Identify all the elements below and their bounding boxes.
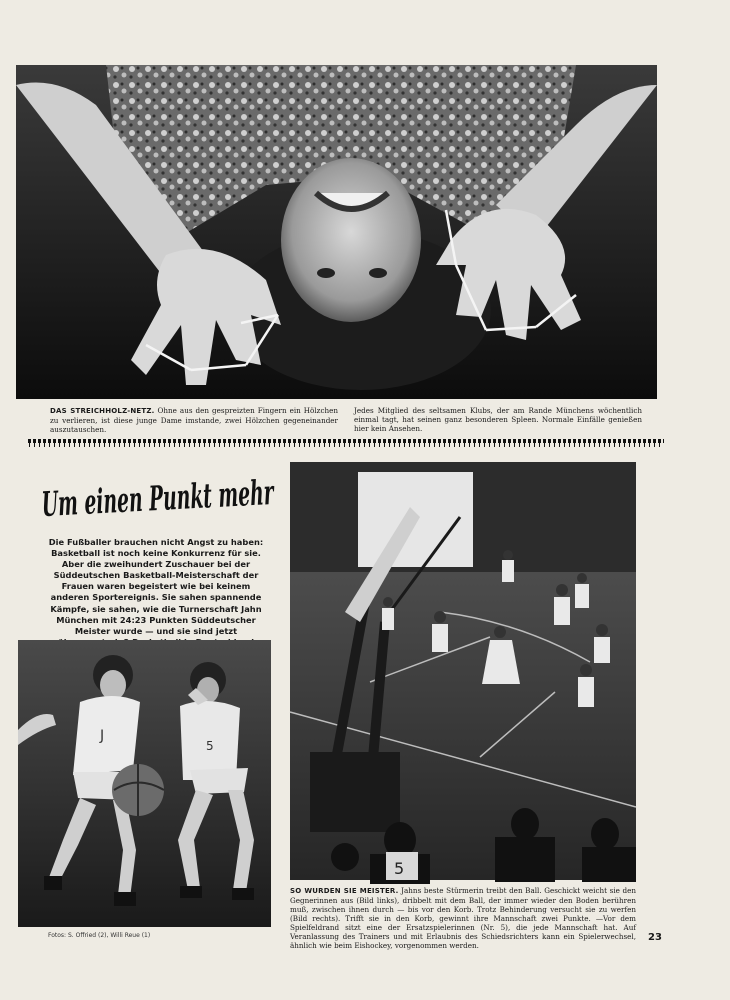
photo-credits: Fotos: S. Offried (2), Willi Reue (1) bbox=[48, 932, 151, 939]
dribbling-photo-illustration bbox=[18, 640, 271, 927]
article-intro: Die Fußballer brauchen nicht Angst zu haben: Basketball ist noch keine Konkurrenz für sie. Aber die zweihundert Zuschauer bei der Süddeutschen Basketball-Meisterschaft der Frauen waren begeistert wie bei keinem anderen Sportereignis. Sie sahen spannende Kämpfe, sie sahen, wie die Turnerschaft Jahn München mit 24:23 Punkten Süddeutscher Meister wurde — und sie sind jetzt bbox=[48, 537, 264, 636]
page-number: 23 bbox=[648, 932, 662, 943]
svg-text:5: 5 bbox=[206, 739, 214, 753]
basketball-game-photo bbox=[290, 462, 636, 880]
headline-text: Um einen Punkt mehr bbox=[40, 463, 464, 526]
decorative-divider bbox=[28, 439, 664, 447]
svg-text:J: J bbox=[100, 728, 105, 744]
matchstick-caption-title: DAS STREICHHOLZ-NETZ. bbox=[50, 407, 155, 415]
meister-caption bbox=[290, 886, 636, 950]
matchstick-caption-left bbox=[50, 406, 338, 434]
meister-caption-text: Jahns beste Stürmerin treibt den Ball. Geschickt weicht sie den Gegnerinnen aus (Bild links), dribbelt mit dem Ball, der immer wieder den Boden berühren muß, zwischen ihnen durch — bis vor den Korb. Trotz Behinderung versucht sie zu werfen (Bild rechts). Trifft sie in den Korb, gewinnt ihre Mannschaft zwei Punkte. —Vor dem Spielfeldrand sitzt eine der Ersatzspielerinnen (Nr. 5), die jede Mannschaft hat. Auf Veranlassung des Trainers und mit Erlaubnis des Schiedsrichters kann ein Spielerwechsel, ähnlich wie beim Eishockey, vorgenommen werden. bbox=[290, 886, 636, 950]
article-headline bbox=[38, 463, 464, 536]
game-photo-illustration bbox=[290, 462, 636, 880]
headline-script bbox=[38, 463, 464, 536]
club-caption-text: Jedes Mitglied des seltsamen Klubs, der am Rande Münchens wöchentlich einmal tagt, hat seinen ganz besonderen Spleen. Normale Einfälle genießen hier kein Ansehen. bbox=[354, 406, 642, 433]
matchstick-net-photo bbox=[16, 65, 657, 399]
svg-text:5: 5 bbox=[394, 859, 405, 878]
matchstick-caption-text: Ohne aus den gespreizten Fingern ein Hölzchen zu verlieren, ist diese junge Dame imstande, zwei Hölzchen gegeneinander auszutauschen. bbox=[50, 406, 338, 434]
dribbling-photo bbox=[18, 640, 271, 927]
meister-caption-title: SO WURDEN SIE MEISTER. bbox=[290, 887, 399, 895]
matchstick-caption-right bbox=[354, 406, 642, 433]
matchstick-photo-illustration bbox=[16, 65, 657, 399]
